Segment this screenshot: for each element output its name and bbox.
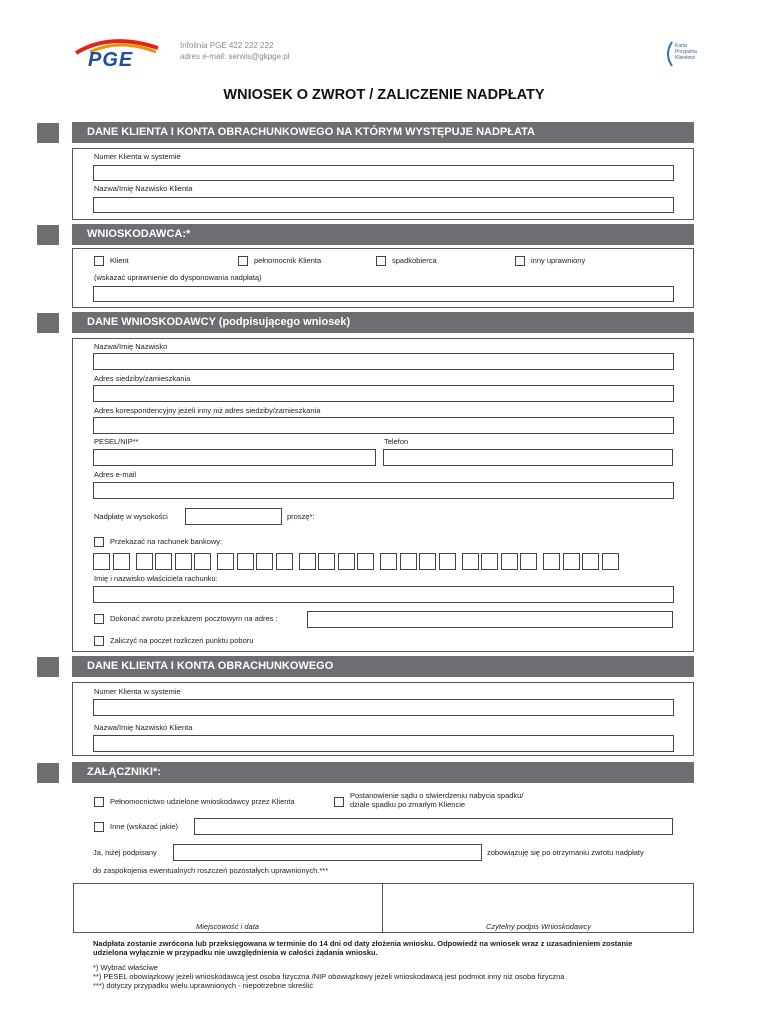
account-digit-cell[interactable] xyxy=(481,553,498,570)
account-digit-cell[interactable] xyxy=(520,553,537,570)
footnote-2: **) PESEL obowiązkowy jeżeli wnioskodawcą jest osoba fizyczna /NIP obowiązkowy jeżeli wnioskodawcą jest podmiot inny niż osoba fizyczna xyxy=(93,972,565,981)
partner-logo-line2: Przyjazna xyxy=(675,49,697,55)
email-input[interactable] xyxy=(93,482,674,499)
postal-checkbox[interactable] xyxy=(94,614,104,624)
customer-name-label: Nazwa/Imię Nazwisko Klienta xyxy=(94,184,193,193)
corr-address-input[interactable] xyxy=(93,417,674,434)
account-digit-cell[interactable] xyxy=(602,553,619,570)
account-digit-cell[interactable] xyxy=(113,553,130,570)
bank-transfer-checkbox[interactable] xyxy=(94,537,104,547)
section1-header: DANE KLIENTA I KONTA OBRACHUNKOWEGO NA KTÓRYM WYSTĘPUJE NADPŁATA xyxy=(72,122,694,143)
phone-label: Telefon xyxy=(384,437,409,446)
postal-label: Dokonać zwrotu przekazem pocztowym na adres : xyxy=(110,614,278,623)
attachment-court-line1: Postanowienie sądu o stwierdzeniu nabycia spadku/ xyxy=(350,791,524,800)
account-digit-cell[interactable] xyxy=(419,553,436,570)
account-digit-cell[interactable] xyxy=(563,553,580,570)
attachment-court-label xyxy=(350,791,523,809)
attachment-proxy-label: Pełnomocnictwo udzielone wnioskodawcy przez Klienta xyxy=(110,797,295,806)
account-digit-cell[interactable] xyxy=(439,553,456,570)
applicant-proxy-checkbox[interactable] xyxy=(238,256,248,266)
account-digit-cell[interactable] xyxy=(357,553,374,570)
request-label: proszę*: xyxy=(287,512,315,521)
partner-logo-line1: Karta xyxy=(675,43,687,49)
customer-name-input[interactable] xyxy=(93,197,674,213)
place-date-label: Miejscowość i data xyxy=(196,922,259,931)
bank-transfer-label: Przekazać na rachunek bankowy: xyxy=(110,537,223,546)
section5-marker xyxy=(37,763,59,783)
account-digit-cell[interactable] xyxy=(237,553,254,570)
footnotes xyxy=(93,963,564,990)
footnote-3: ***) dotyczy przypadku wielu uprawnionych - niepotrzebne skreślić xyxy=(93,981,314,990)
declarant-name-input[interactable] xyxy=(173,844,482,861)
account-digit-cell[interactable] xyxy=(175,553,192,570)
address-input[interactable] xyxy=(93,385,674,402)
amount-label: Nadpłatę w wysokości xyxy=(94,512,168,521)
applicant-client-checkbox[interactable] xyxy=(94,256,104,266)
section2-marker xyxy=(37,225,59,245)
attachment-other-checkbox[interactable] xyxy=(94,822,104,832)
declaration-line2: do zaspokojenia ewentualnych roszczeń pozostałych uprawnionych.*** xyxy=(93,866,329,875)
footer-notice-line1: Nadpłata zostanie zwrócona lub przeksięgowana w terminie do 14 dni od daty złożenia wniosku. Odpowiedź na wniosek wraz z uzasadnieniem zostanie xyxy=(93,939,633,948)
account-digit-cell[interactable] xyxy=(299,553,316,570)
account-owner-label: Imię i nazwisko właściciela rachunku: xyxy=(94,574,218,583)
section4-header: DANE KLIENTA I KONTA OBRACHUNKOWEGO xyxy=(72,656,694,677)
customer-number-input[interactable] xyxy=(93,165,674,181)
email-text: adres e-mail: serwis@gkpge.pl xyxy=(180,52,290,61)
account-digit-cell[interactable] xyxy=(318,553,335,570)
customer-number-input-2[interactable] xyxy=(93,699,674,716)
applicant-other-label: inny uprawniony xyxy=(531,256,586,265)
pesel-label: PESEL/NIP** xyxy=(94,437,139,446)
partner-logo-line3: Klientowi xyxy=(675,55,696,61)
declaration-prefix: Ja, niżej podpisany xyxy=(93,848,157,857)
hotline-text: Infolinia PGE 422 222 222 xyxy=(180,41,274,50)
applicant-name-label: Nazwa/Imię Nazwisko xyxy=(94,342,168,351)
account-digit-cell[interactable] xyxy=(543,553,560,570)
address-label: Adres siedziby/zamieszkania xyxy=(94,374,191,383)
account-digit-cell[interactable] xyxy=(217,553,234,570)
account-digit-cell[interactable] xyxy=(93,553,110,570)
account-digit-cell[interactable] xyxy=(501,553,518,570)
account-digit-cell[interactable] xyxy=(462,553,479,570)
pge-logo xyxy=(70,36,165,72)
applicant-proxy-label: pełnomocnik Klienta xyxy=(254,256,322,265)
section1-marker xyxy=(37,123,59,143)
declaration-suffix: zobowiązuję się po otrzymaniu zwrotu nadpłaty xyxy=(487,848,644,857)
offset-label: Zaliczyć na poczet rozliczeń punktu poboru xyxy=(110,636,254,645)
footer-notice-line2: udzielona wyłącznie w przypadku nie uwzględnienia w całości żądania wniosku. xyxy=(93,948,378,957)
phone-input[interactable] xyxy=(383,449,673,466)
logo-text: PGE xyxy=(88,49,134,71)
authority-label: (wskazać uprawnienie do dysponowania nadpłatą) xyxy=(94,273,262,282)
account-digit-cell[interactable] xyxy=(338,553,355,570)
applicant-client-label: Klient xyxy=(110,256,129,265)
amount-input[interactable] xyxy=(185,508,282,525)
postal-address-input[interactable] xyxy=(307,611,673,628)
bank-account-number[interactable] xyxy=(93,553,613,570)
contact-info xyxy=(180,40,290,62)
applicant-heir-checkbox[interactable] xyxy=(376,256,386,266)
signature-label: Czytelny podpis Wnioskodawcy xyxy=(485,922,592,931)
section4-marker xyxy=(37,657,59,677)
section5-header: ZAŁĄCZNIKI*: xyxy=(72,762,694,783)
email-label: Adres e-mail xyxy=(94,470,137,479)
applicant-heir-label: spadkobierca xyxy=(392,256,437,265)
account-digit-cell[interactable] xyxy=(276,553,293,570)
customer-number-label: Numer Klienta w systemie xyxy=(94,152,181,161)
account-digit-cell[interactable] xyxy=(400,553,417,570)
customer-number-label-2: Numer Klienta w systemie xyxy=(94,687,181,696)
applicant-name-input[interactable] xyxy=(93,353,674,370)
applicant-other-checkbox[interactable] xyxy=(515,256,525,266)
account-digit-cell[interactable] xyxy=(136,553,153,570)
attachment-other-label: Inne (wskazać jakie) xyxy=(110,822,178,831)
corr-address-label: Adres korespondencyjny jeżeli inny niż adres siedziby/zamieszkania xyxy=(94,406,321,415)
account-digit-cell[interactable] xyxy=(582,553,599,570)
page-title: WNIOSEK O ZWROT / ZALICZENIE NADPŁATY xyxy=(223,87,545,103)
attachment-court-checkbox[interactable] xyxy=(334,797,344,807)
footer-notice xyxy=(93,939,705,957)
account-digit-cell[interactable] xyxy=(380,553,397,570)
section3-header: DANE WNIOSKODAWCY (podpisującego wniosek) xyxy=(72,312,694,333)
account-digit-cell[interactable] xyxy=(256,553,273,570)
account-owner-input[interactable] xyxy=(93,586,674,603)
offset-checkbox[interactable] xyxy=(94,636,104,646)
section2-header: WNIOSKODAWCA:* xyxy=(72,224,694,245)
customer-name-label-2: Nazwa/Imię Nazwisko Klienta xyxy=(94,723,193,732)
pesel-input[interactable] xyxy=(93,449,376,466)
attachment-proxy-checkbox[interactable] xyxy=(94,797,104,807)
attachment-other-input[interactable] xyxy=(194,818,673,835)
section3-marker xyxy=(37,313,59,333)
account-digit-cell[interactable] xyxy=(155,553,172,570)
attachment-court-line2: dziale spadku po zmarłym Kliencie xyxy=(350,800,466,809)
authority-input[interactable] xyxy=(93,286,674,302)
account-digit-cell[interactable] xyxy=(194,553,211,570)
partner-logo xyxy=(664,40,704,68)
footnote-1: *) Wybrać właściwe xyxy=(93,963,158,972)
customer-name-input-2[interactable] xyxy=(93,735,674,752)
